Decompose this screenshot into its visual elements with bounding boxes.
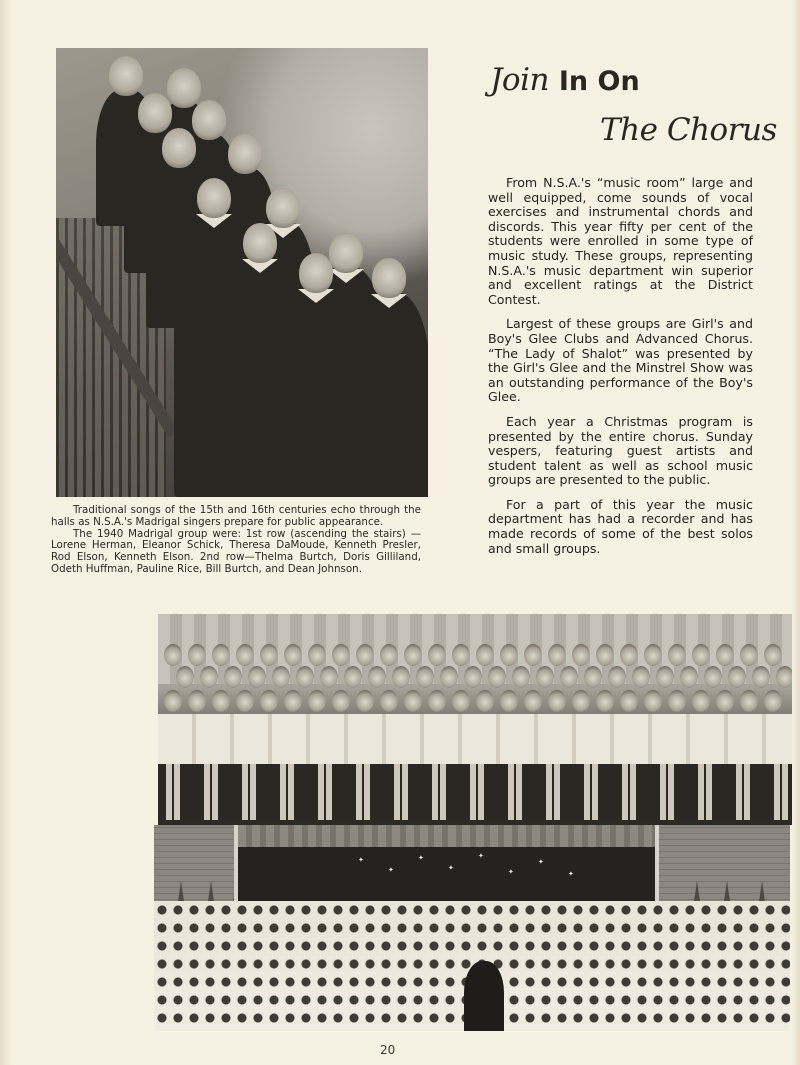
singer-head: [440, 666, 458, 688]
singer-head: [488, 666, 506, 688]
singer-head: [512, 666, 530, 688]
singer-head: [536, 666, 554, 688]
singer-head: [464, 666, 482, 688]
singer-head: [428, 690, 446, 712]
article-body: [488, 176, 753, 566]
singer-head: [596, 644, 614, 666]
singer-head: [548, 644, 566, 666]
singer-head: [308, 644, 326, 666]
singer-row: [158, 644, 792, 666]
singer-head: [344, 666, 362, 688]
singer-head: [164, 644, 182, 666]
page-number: 20: [380, 1043, 396, 1057]
seated-legs: [158, 764, 792, 820]
star-icon: ✦: [358, 856, 364, 864]
photo-caption: [51, 505, 421, 576]
caption-paragraph: The 1940 Madrigal group were: 1st row (ascending the stairs) —Lorene Herman, Eleanor Schick, Theresa DaMoude, Kenneth Presler, Rod Elson, Kenneth Elson. 2nd row—Thelma Burtch, Doris Gilliland, Odeth Huffman, Pauline Rice, Bill Burtch, and Dean Johnson.: [51, 527, 421, 575]
singer-head: [392, 666, 410, 688]
singer-head: [740, 690, 758, 712]
singer-head: [188, 690, 206, 712]
singer-head: [380, 690, 398, 712]
page-right-edge: [792, 0, 800, 1065]
singer-head: [656, 666, 674, 688]
singer-head: [692, 644, 710, 666]
singer-head: [680, 666, 698, 688]
singer-head: [620, 690, 638, 712]
singer-head: [740, 644, 758, 666]
singer-head: [272, 666, 290, 688]
singer-head: [212, 690, 230, 712]
article-paragraph: Each year a Christmas program is presented by the entire chorus. Sunday vespers, featuring guest artists and student talent as well as school music groups are presented to the public.: [488, 413, 753, 488]
article-paragraph: For a part of this year the music department has had a recorder and has made records of some of the best solos and small groups.: [488, 496, 753, 556]
article-paragraph: Largest of these groups are Girl's and Boy's Glee Clubs and Advanced Chorus. “The Lady of Shalot” was presented by the Girl's Glee and the Minstrel Show was an outstanding performance of the Boy's Glee.: [488, 316, 753, 405]
singer-head: [356, 644, 374, 666]
singer-head: [668, 690, 686, 712]
star-icon: ✦: [538, 858, 544, 866]
singer-head: [524, 644, 542, 666]
singer-head: [356, 690, 374, 712]
page-title: [490, 60, 780, 150]
singer-row: [158, 690, 792, 712]
singer-head: [752, 666, 770, 688]
star-icon: ✦: [568, 870, 574, 878]
stage-curtain: [238, 825, 655, 847]
singer-head: [380, 644, 398, 666]
singer-head: [284, 644, 302, 666]
singer-head: [728, 666, 746, 688]
title-in-on: In On: [558, 66, 640, 97]
singer-head: [620, 644, 638, 666]
star-icon: ✦: [478, 852, 484, 860]
singer-head: [164, 690, 182, 712]
singer-head: [188, 644, 206, 666]
singer-head: [284, 690, 302, 712]
singer-head: [632, 666, 650, 688]
singer-head: [476, 690, 494, 712]
singer-head: [236, 690, 254, 712]
singer-head: [500, 690, 518, 712]
singer-head: [524, 690, 542, 712]
singer-head: [260, 644, 278, 666]
singer-head: [500, 644, 518, 666]
singer-head: [212, 644, 230, 666]
singer-head: [320, 666, 338, 688]
singer-head: [296, 666, 314, 688]
singer-head: [236, 644, 254, 666]
singer-head: [428, 644, 446, 666]
caption-paragraph: Traditional songs of the 15th and 16th centuries echo through the halls as N.S.A.'s Madrigal singers prepare for public appearance.: [51, 504, 421, 528]
singer-head: [176, 666, 194, 688]
singer-head: [716, 644, 734, 666]
singer-head: [764, 644, 782, 666]
singer-head: [332, 690, 350, 712]
title-join: Join: [490, 62, 549, 98]
singer-head: [308, 690, 326, 712]
page-binding-edge: [0, 0, 14, 1065]
singer: [348, 258, 428, 497]
singer-head: [404, 690, 422, 712]
singer-head: [572, 644, 590, 666]
singer-head: [608, 666, 626, 688]
singer-head: [560, 666, 578, 688]
star-icon: ✦: [418, 854, 424, 862]
singer-head: [332, 644, 350, 666]
singer-head: [452, 644, 470, 666]
photo-girls-glee-club: [158, 614, 792, 825]
singer-head: [776, 666, 792, 688]
singer-head: [200, 666, 218, 688]
singer-head: [368, 666, 386, 688]
singer-head: [668, 644, 686, 666]
singer-head: [716, 690, 734, 712]
singer-head: [452, 690, 470, 712]
singer-head: [584, 666, 602, 688]
article-paragraph: From N.S.A.'s “music room” large and well equipped, come sounds of vocal exercises and instrumental chords and discords. This year fifty per cent of the students were enrolled in some type of music study. These groups, representing N.S.A.'s music department win superior and excellent ratings at the District Contest.: [488, 175, 753, 307]
choir-director: [464, 961, 504, 1031]
title-the-chorus: The Chorus: [600, 112, 777, 148]
singer-row: [158, 666, 792, 688]
singer-head: [764, 690, 782, 712]
singer-head: [572, 690, 590, 712]
singer-head: [224, 666, 242, 688]
star-icon: ✦: [388, 866, 394, 874]
singer-head: [644, 644, 662, 666]
star-icon: ✦: [508, 868, 514, 876]
singer-head: [596, 690, 614, 712]
photo-madrigal-singers: [56, 48, 428, 497]
singer-head: [692, 690, 710, 712]
white-blouses: [158, 714, 792, 764]
photo-christmas-chorus: [154, 825, 790, 1031]
singer-head: [416, 666, 434, 688]
singer-head: [260, 690, 278, 712]
singer-head: [548, 690, 566, 712]
star-icon: ✦: [448, 864, 454, 872]
singer-head: [404, 644, 422, 666]
singer-head: [644, 690, 662, 712]
singer-head: [248, 666, 266, 688]
singer-head: [476, 644, 494, 666]
singer-head: [704, 666, 722, 688]
